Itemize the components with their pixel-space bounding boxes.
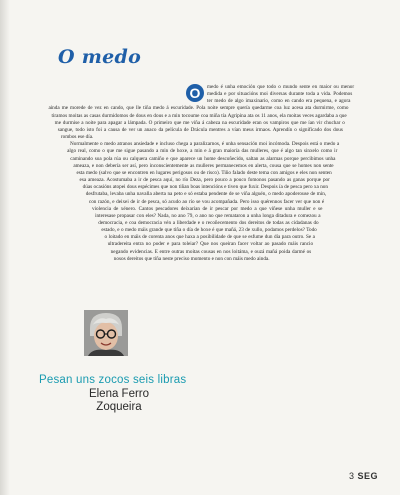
page-footer	[349, 471, 378, 481]
drop-cap: O	[186, 84, 204, 102]
author-name: Elena Ferro	[88, 388, 150, 400]
article-paragraph	[36, 84, 356, 141]
publication-logo: SEG	[357, 471, 378, 481]
paragraph-2-text: Normalmente o medo atranos ansiedade e incluso chega a paralizarnos, é unha sensación moi incómoda. Despois está o medo a algo real, como o que me sigue pasando a min de hoxe, a min e á gran maioría das mulleres, que é algo tan sinxelo como ir caminando soa pola rúa ou calquera camiño e que aparece un home descoñecido, saltan as alarmas porque percibimos unha ameaza, e non debería ser así, pero inconscientemente as mulleres permanecemos en alerta, cousa que se homes non sente esta medo (salvo que se encontren en lugares perigosos ou de risco). Tiño falado deste tema con amigos e eles non senten esa ameaza. Acostumaba a ir de pesca aquí, no río Deza, pero pouco a pouco fomonos pasando as ganas porque por dúas ocasións atopei dous espécimes que non tiñan boas intencións e tiven que fuxir. Despois ía de pesca pero xa non desfrutaba, levaba unha navalla aberta na peto e só estaba pendente de se viña alguén, o medo apoderouse de min, con razón, e deixei de ir de pesca, só acudo ao río se vou acompañada. Pero isso quérennos facer ver que non é violencia de xénero. Cantos pescadores deixarían de ir pescar por medo a que viñese unha muller e se interesase propasar con eles? Nada, no ano 79, o ano no que remataron a unha longa ditadura e comezou a democracia, e coa democracia vén a liberdade e o recoñecemento dos dereitos de todas as cidadanas do estado, e o medo máis grande que tiña o día de hoxe é que mañá, 23 de xullo, podamos perdelos? Todo o loitado en máis de corenta anos que haxa a posibilidade de que se esfume dun día para outro. Se a ultradereita entra no poder e para toleiar? Que nos queiran facer voltar ao pasado máis rancio negando evidencias. E entre outras moitas cousas en nos loitáma, e ouzá mañá poida darmé os nosos dereitos que tiña neste preciso momento e non con máis medo ainda.	[67, 141, 340, 262]
article-title: O medo	[58, 46, 142, 68]
column-name: Pesan uns zocos seis libras	[39, 374, 187, 386]
column-caption	[39, 374, 209, 414]
page-number: 3	[348, 471, 355, 481]
page-fold-shadow	[0, 0, 10, 495]
author-place: Zoqueira	[96, 401, 142, 413]
paragraph-1-text: medo é unha emoción que todo o mundo sente en maior ou menor medida e por situacións moi diversas durante toda a vida. Podemos ter medo de algo imaxinario, como en cando era pequena, e agora ainda me morede de vez en cando, que lle tiña medo á escuridade. Pola noite sempre quería quedarme coa luz acesa ata durmirme, como tiramos moitas as casas durmidomos de dous en dous e a min tocoume coa miña tía Agripina ata os 11 anos, ela moitas veces agardaba a que me durmise a noite para apagar a lámpada. O primeiro que me viña á cabeza na escuridade eran os vampiros que me ían vir chuchar o sangue, todo isto foi a causa de ver un anaco da película de Drácula mentres a vían meus irmaos. Aprendín o significado dos dous rombos ese día.	[48, 84, 355, 141]
author-photo	[84, 310, 128, 356]
